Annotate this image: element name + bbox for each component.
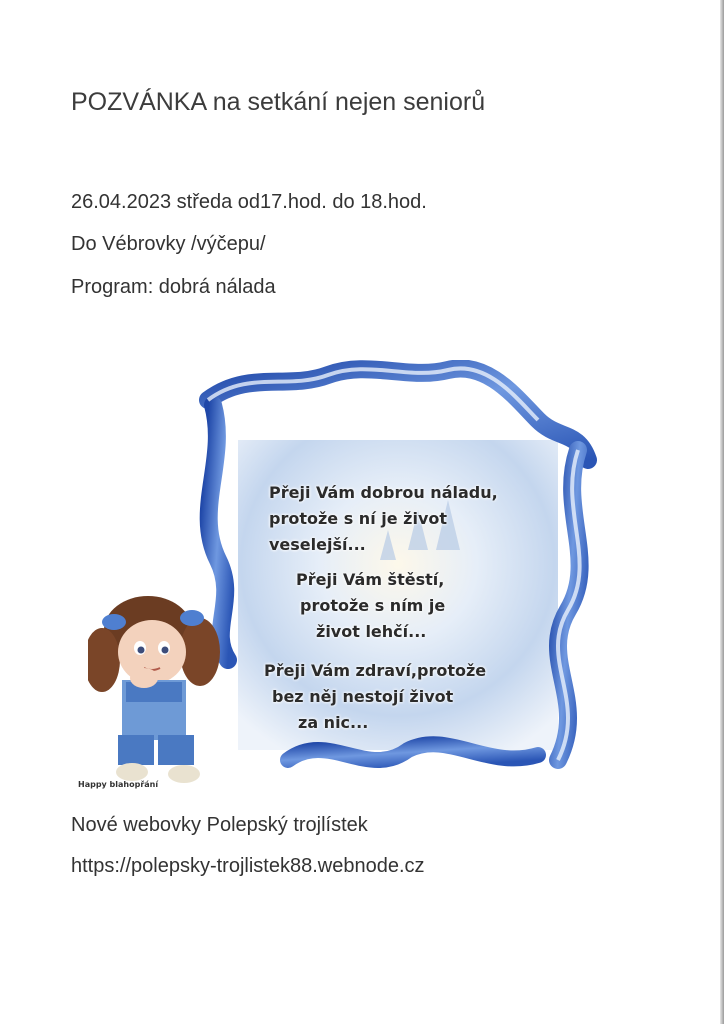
wish-line: protože s ní je život — [269, 509, 448, 528]
image-credit: Happy blahopřání — [78, 780, 159, 789]
wish-line: Přeji Vám zdraví,protože — [264, 661, 487, 680]
wish-line: za nic... — [298, 713, 369, 732]
wish-health — [264, 658, 486, 736]
website-url[interactable]: https://polepsky-trojlistek88.webnode.cz — [71, 855, 425, 877]
event-place: Do Vébrovky /výčepu/ — [71, 233, 266, 255]
wish-line: bez něj nestojí život — [272, 687, 454, 706]
event-program: Program: dobrá nálada — [71, 276, 276, 298]
wish-line: veselejší... — [269, 535, 366, 554]
frame-ribbon-left — [209, 405, 228, 660]
wish-line: protože s ním je — [300, 596, 446, 615]
scan-page-edge — [720, 0, 724, 1024]
event-date-time: 26.04.2023 středa od17.hod. do 18.hod. — [71, 191, 427, 213]
wish-happiness — [296, 567, 445, 645]
greeting-card-image — [78, 360, 604, 800]
invitation-title: POZVÁNKA na setkání nejen seniorů — [71, 88, 486, 116]
wish-line: Přeji Vám dobrou náladu, — [269, 483, 498, 502]
wish-line: život lehčí... — [316, 622, 427, 641]
girl-illustration — [88, 596, 220, 783]
wish-line: Přeji Vám štěstí, — [296, 570, 445, 589]
website-announcement: Nové webovky Polepský trojlístek — [71, 814, 368, 836]
wish-good-mood — [269, 480, 498, 558]
